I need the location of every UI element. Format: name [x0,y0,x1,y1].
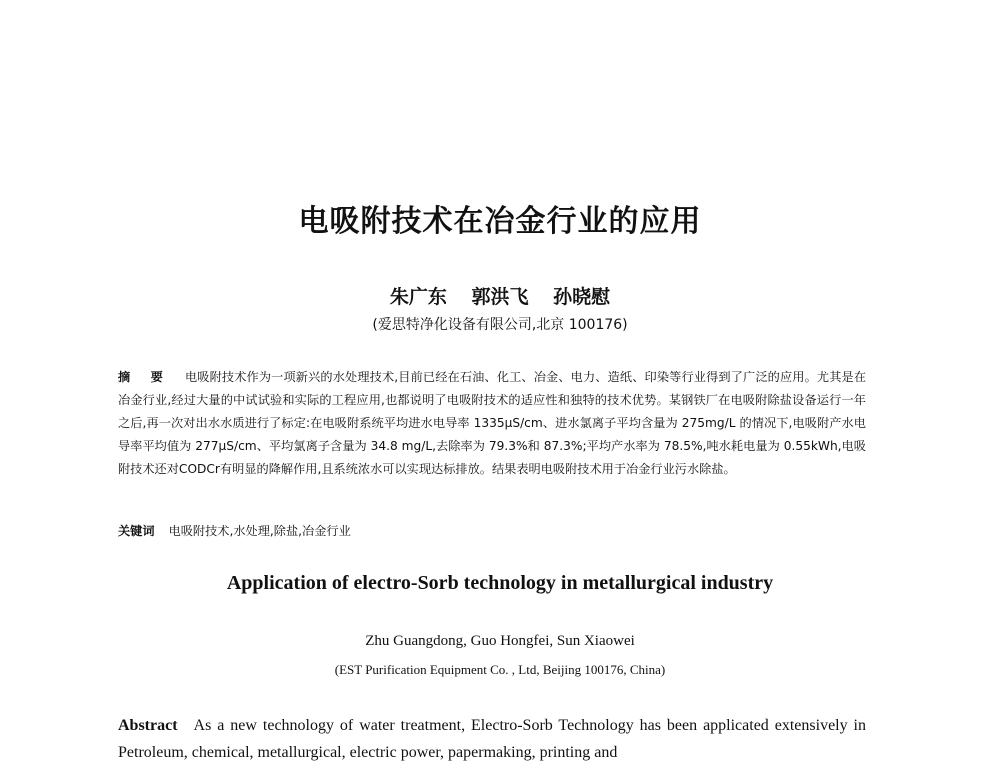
chinese-abstract [118,366,866,481]
chinese-keywords [118,522,866,539]
chinese-abstract-label: 摘 要 [118,370,171,384]
english-affiliation: (EST Purification Equipment Co. , Ltd, Beijing 100176, China) [334,662,666,677]
chinese-affiliation: (爱思特净化设备有限公司,北京 100176) [372,317,628,333]
english-authors: Zhu Guangdong, Guo Hongfei, Sun Xiaowei [365,633,635,649]
chinese-keywords-text: 电吸附技术,水处理,除盐,冶金行业 [168,524,351,538]
chinese-keywords-label: 关键词 [118,524,155,538]
english-title: Application of electro-Sorb technology in metallurgical industry [226,572,774,594]
chinese-title: 电吸附技术在冶金行业的应用 [298,204,702,239]
chinese-authors: 朱广东 郭洪飞 孙晓慰 [389,286,611,308]
english-abstract-text: As a new technology of water treatment, Electro-Sorb Technology has been applicated extensively in Petroleum, chemical, metallurgical, electric power, papermaking, printing and [118,717,866,761]
chinese-abstract-text: 电吸附技术作为一项新兴的水处理技术,目前已经在石油、化工、冶金、电力、造纸、印染等行业得到了广泛的应用。尤其是在冶金行业,经过大量的中试试验和实际的工程应用,也都说明了电吸附技术的适应性和独特的技术优势。某钢铁厂在电吸附除盐设备运行一年之后,再一次对出水水质进行了标定:在电吸附系统平均进水电导率 1335μS/cm、进水氯离子平均含量为 275mg/L 的情况下,电吸附产水电导率平均值为 277μS/cm、平均氯离子含量为 34.8 mg/L,去除率为 79.3%和 87.3%;平均产水率为 78.5%,吨水耗电量为 0.55kWh,电吸附技术还对CODCr有明显的降解作用,且系统浓水可以实现达标排放。结果表明电吸附技术用于冶金行业污水除盐。 [118,370,867,476]
english-abstract-label: Abstract [118,717,178,734]
english-abstract [118,712,866,766]
